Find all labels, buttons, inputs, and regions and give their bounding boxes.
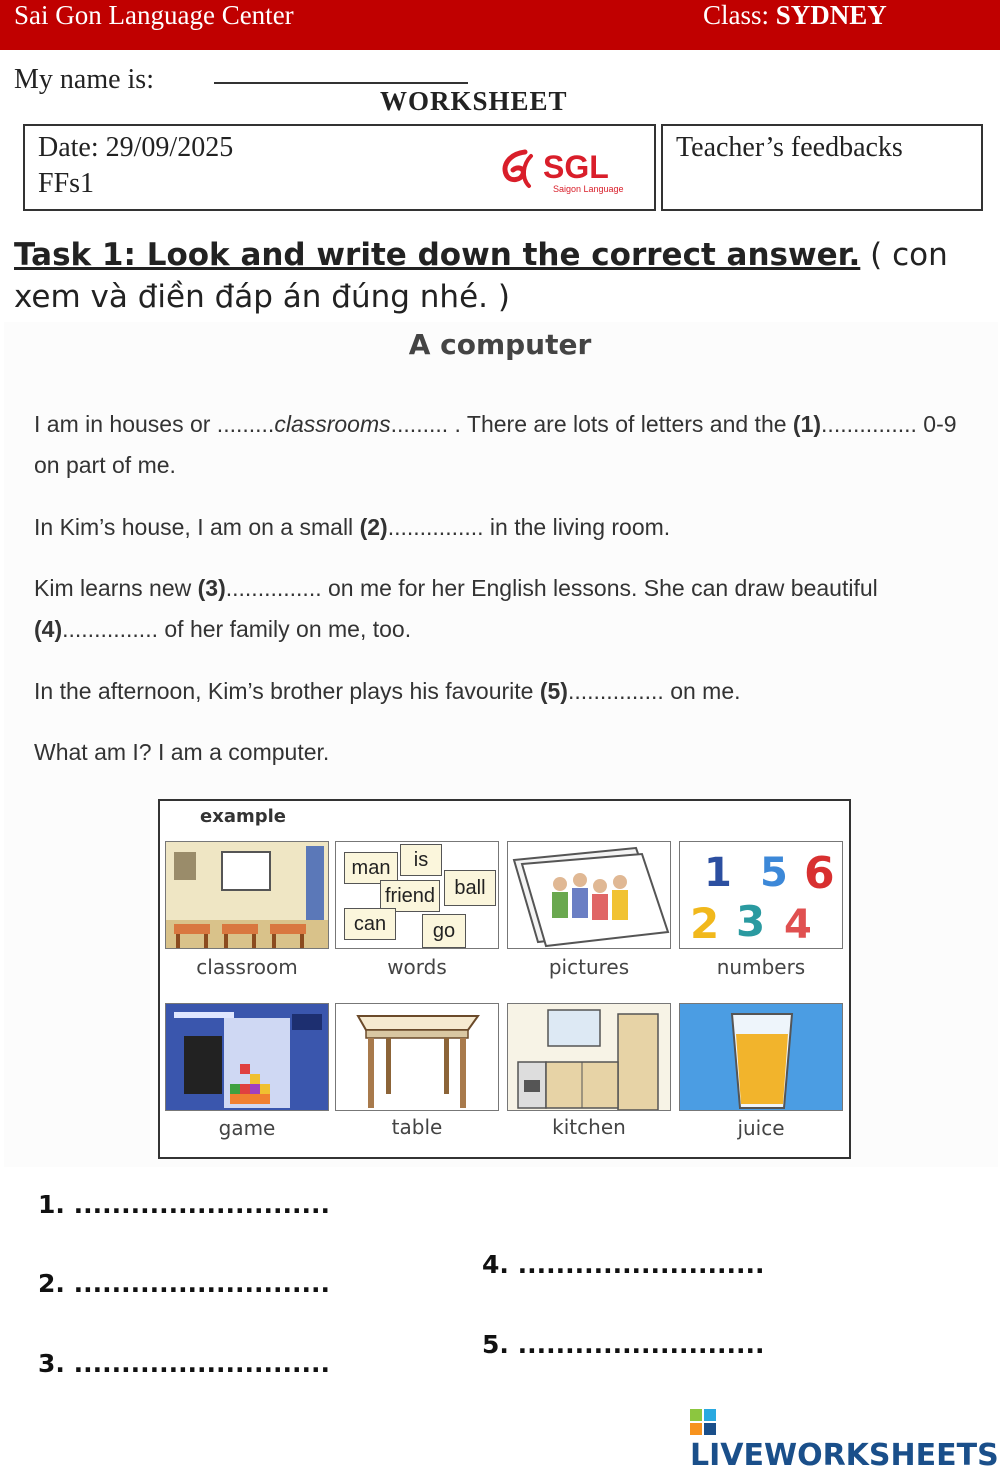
liveworksheets-icon [690,1409,716,1435]
paragraph-2: In Kim’s house, I am on a small (2)............... in the living room. [34,514,671,540]
answer-line-1[interactable]: 1. ........................... [38,1190,331,1219]
name-prompt: My name is: [14,64,154,95]
feedback-box [661,124,983,211]
sgl-logo [495,144,645,196]
name-input-line[interactable] [214,82,468,84]
reading-title: A computer [408,328,592,361]
paragraph-5: What am I? I am a computer. [34,739,330,765]
task-title: Task 1: Look and write down the correct answer. [14,237,861,273]
svg-text:5: 5 [760,850,788,896]
caption-words: words [387,955,447,979]
kitchen-picture [507,1003,671,1111]
numbers-picture [679,841,843,949]
svg-text:4: 4 [784,902,812,948]
caption-kitchen: kitchen [552,1115,626,1139]
caption-pictures: pictures [548,955,630,979]
svg-text:2: 2 [690,899,720,948]
class-label: Class: [703,0,776,30]
class-code: FFs1 [38,168,95,199]
info-box [23,124,656,211]
brand-text: LIVEWORKSHEETS [690,1438,999,1473]
task-instruction [14,234,989,318]
paragraph-4: In the afternoon, Kim’s brother plays his favourite (5)............... on me. [34,678,741,704]
game-picture [165,1003,329,1111]
example-answer: classrooms [274,411,391,437]
center-name: Sai Gon Language Center [14,0,294,30]
header-bar [0,0,1000,50]
answer-line-3[interactable]: 3. ........................... [38,1349,331,1378]
paragraph-1: I am in houses or .........classrooms......... . There are lots of letters and the (1)............... 0-9 on part of me. [34,411,957,478]
caption-classroom: classroom [196,955,298,979]
class-info [703,0,887,31]
svg-text:3: 3 [736,897,766,946]
caption-numbers: numbers [716,955,806,979]
feedback-label: Teacher’s feedbacks [676,132,903,163]
caption-table: table [391,1115,443,1139]
answer-line-2[interactable]: 2. ........................... [38,1269,331,1298]
answer-line-4[interactable]: 4. .......................... [482,1250,765,1279]
logo-text: SGL [543,149,609,185]
logo-subtext: Saigon Language [553,184,624,194]
svg-text:1: 1 [704,850,732,896]
caption-game: game [218,1116,276,1140]
caption-juice: juice [737,1116,785,1140]
answer-line-5[interactable]: 5. .......................... [482,1330,765,1359]
task-note: ( con xem và điền đáp án đúng nhé. ) [14,237,948,315]
juice-picture [679,1003,843,1111]
classroom-picture [165,841,329,949]
date-label: Date: 29/09/2025 [38,132,234,163]
table-picture [335,1003,499,1111]
words-picture: man is friend ball can go [335,841,499,949]
pictures-picture [507,841,671,949]
class-name: SYDNEY [775,0,887,30]
worksheet-title: WORKSHEET [380,86,568,116]
svg-text:6: 6 [804,848,835,899]
paragraph-3: Kim learns new (3)............... on me for her English lessons. She can draw beautiful (4)............... of her family on me, too. [34,575,878,642]
example-label: example [200,806,286,827]
liveworksheets-brand [690,1403,1000,1473]
